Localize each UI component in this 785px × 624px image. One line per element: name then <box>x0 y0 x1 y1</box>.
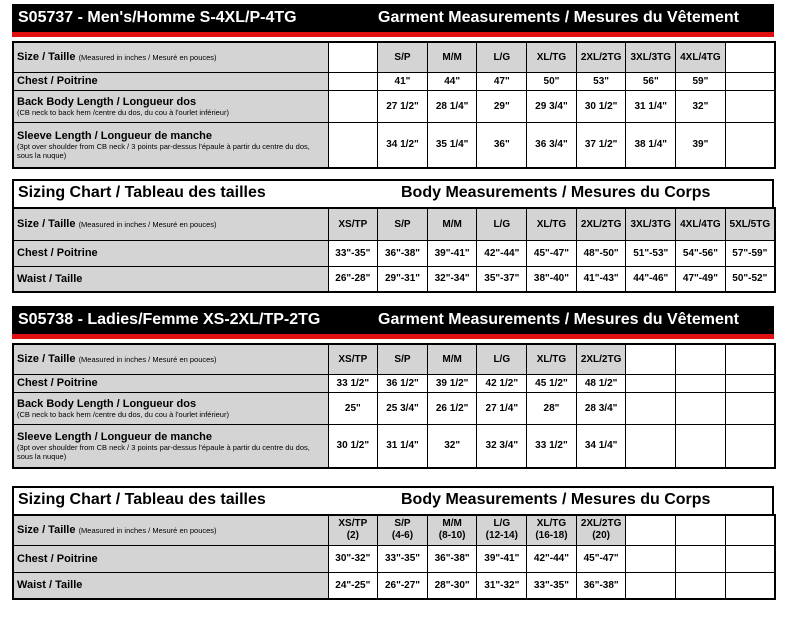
value-cell: 42 1/2" <box>477 374 527 392</box>
row-label: Chest / Poitrine <box>17 75 98 87</box>
size-cell: L/G <box>477 344 527 374</box>
size-code: M/M <box>442 518 462 530</box>
value-cell: 30 1/2" <box>328 424 378 468</box>
size-label-cell <box>13 344 328 374</box>
value-cell <box>725 424 775 468</box>
value-cell <box>626 545 676 572</box>
value-cell <box>626 572 676 599</box>
value-cell <box>725 72 775 90</box>
value-cell <box>725 392 775 424</box>
row-label-cell <box>13 424 328 468</box>
row-label: Back Body Length / Longueur dos <box>17 397 197 410</box>
size-cell <box>328 42 378 72</box>
back-length-row <box>13 392 775 424</box>
men-garment-measurements-title: Garment Measurements / Mesures du Vêtement <box>378 9 740 26</box>
value-cell: 29"-31" <box>378 266 428 292</box>
value-cell: 32"-34" <box>427 266 477 292</box>
numeric-size: (12-14) <box>485 530 518 542</box>
value-cell: 34 1/4" <box>576 424 626 468</box>
value-cell <box>626 424 676 468</box>
value-cell: 33 1/2" <box>328 374 378 392</box>
size-note: (Measured in inches / Mesuré en pouces) <box>78 526 217 536</box>
numeric-size: (8-10) <box>438 530 466 542</box>
value-cell: 24"-25" <box>328 572 378 599</box>
size-cell: XS/TP <box>328 208 378 240</box>
size-cell: 2XL/2TG <box>576 42 626 72</box>
value-cell <box>676 545 726 572</box>
value-cell: 35 1/4" <box>427 122 477 168</box>
size-cell <box>725 344 775 374</box>
value-cell: 45"-47" <box>576 545 626 572</box>
ladies-body-table <box>12 514 776 600</box>
numeric-size: (20) <box>592 530 610 542</box>
sleeve-length-row <box>13 122 775 168</box>
row-label: Chest / Poitrine <box>17 377 98 389</box>
value-cell: 45"-47" <box>527 240 577 266</box>
numeric-size: (2) <box>346 530 359 542</box>
size-label: Size / Taille <box>17 353 76 366</box>
value-cell: 26"-28" <box>328 266 378 292</box>
value-cell <box>626 392 676 424</box>
size-cell: M/M <box>427 344 477 374</box>
chest-row <box>13 374 775 392</box>
value-cell: 32" <box>427 424 477 468</box>
ladies-body-header <box>12 486 774 516</box>
value-cell: 34 1/2" <box>378 122 428 168</box>
value-cell: 48 1/2" <box>576 374 626 392</box>
value-cell: 39"-41" <box>427 240 477 266</box>
value-cell: 56" <box>626 72 676 90</box>
size-cell: 4XL/4TG <box>676 208 726 240</box>
value-cell: 27 1/4" <box>477 392 527 424</box>
row-label-cell <box>13 72 328 90</box>
value-cell: 32 3/4" <box>477 424 527 468</box>
waist-row <box>13 572 775 599</box>
size-header-row <box>13 344 775 374</box>
row-label: Waist / Taille <box>13 572 328 599</box>
value-cell <box>725 122 775 168</box>
value-cell <box>328 90 378 122</box>
size-cell: S/P <box>378 344 428 374</box>
waist-row <box>13 266 775 292</box>
value-cell: 29" <box>477 90 527 122</box>
value-cell: 51"-53" <box>626 240 676 266</box>
size-cell: M/M <box>427 42 477 72</box>
size-cell: L/G <box>477 42 527 72</box>
size-header-row <box>13 515 775 545</box>
value-cell <box>676 392 726 424</box>
ladies-style-title: S05738 - Ladies/Femme XS-2XL/TP-2TG <box>18 311 321 328</box>
value-cell: 28 1/4" <box>427 90 477 122</box>
value-cell: 36 3/4" <box>527 122 577 168</box>
value-cell: 36"-38" <box>576 572 626 599</box>
men-body-table <box>12 207 776 293</box>
men-garment-header <box>12 4 774 37</box>
value-cell <box>725 90 775 122</box>
size-cell <box>378 515 428 545</box>
size-cell: XL/TG <box>527 208 577 240</box>
value-cell: 53" <box>576 72 626 90</box>
value-cell: 50" <box>527 72 577 90</box>
size-cell: XL/TG <box>527 344 577 374</box>
size-cell: L/G <box>477 208 527 240</box>
row-label: Back Body Length / Longueur dos <box>17 95 197 108</box>
size-cell <box>427 515 477 545</box>
value-cell: 30"-32" <box>328 545 378 572</box>
value-cell: 28 3/4" <box>576 392 626 424</box>
size-cell <box>626 515 676 545</box>
size-cell <box>328 515 378 545</box>
row-label-cell <box>13 392 328 424</box>
men-garment-table <box>12 41 776 169</box>
value-cell: 59" <box>676 72 726 90</box>
value-cell: 39 1/2" <box>427 374 477 392</box>
size-code: XL/TG <box>536 518 567 530</box>
value-cell: 39"-41" <box>477 545 527 572</box>
size-cell: 2XL/2TG <box>576 344 626 374</box>
value-cell: 48"-50" <box>576 240 626 266</box>
size-cell: S/P <box>378 42 428 72</box>
value-cell: 42"-44" <box>527 545 577 572</box>
men-body-measurements-title: Body Measurements / Mesures du Corps <box>401 184 711 201</box>
value-cell: 30 1/2" <box>576 90 626 122</box>
row-label: Sleeve Length / Longueur de manche <box>17 129 212 142</box>
row-label-cell <box>13 374 328 392</box>
size-cell <box>477 515 527 545</box>
value-cell: 29 3/4" <box>527 90 577 122</box>
value-cell <box>328 72 378 90</box>
back-length-row <box>13 90 775 122</box>
size-label: Size / Taille <box>17 524 76 537</box>
value-cell: 31 1/4" <box>626 90 676 122</box>
ladies-garment-section <box>12 306 774 469</box>
size-header-row <box>13 208 775 240</box>
value-cell <box>626 374 676 392</box>
size-note: (Measured in inches / Mesuré en pouces) <box>78 53 217 63</box>
value-cell: 38"-40" <box>527 266 577 292</box>
men-sizing-chart-title: Sizing Chart / Tableau des tailles <box>18 184 266 201</box>
ladies-garment-table <box>12 343 776 469</box>
size-label-cell <box>13 208 328 240</box>
value-cell: 36 1/2" <box>378 374 428 392</box>
value-cell: 33"-35" <box>328 240 378 266</box>
value-cell <box>725 545 775 572</box>
value-cell <box>725 374 775 392</box>
value-cell <box>676 424 726 468</box>
row-label: Sleeve Length / Longueur de manche <box>17 430 212 443</box>
value-cell: 26 1/2" <box>427 392 477 424</box>
size-cell <box>676 515 726 545</box>
size-cell: XS/TP <box>328 344 378 374</box>
value-cell <box>676 374 726 392</box>
value-cell: 28"-30" <box>427 572 477 599</box>
size-cell: M/M <box>427 208 477 240</box>
row-note: (CB neck to back hem /centre du dos, du cou à l'ourlet inférieur) <box>17 107 229 117</box>
value-cell: 50"-52" <box>725 266 775 292</box>
value-cell: 54"-56" <box>676 240 726 266</box>
value-cell: 39" <box>676 122 726 168</box>
value-cell: 44"-46" <box>626 266 676 292</box>
size-cell <box>725 42 775 72</box>
size-label-cell <box>13 42 328 72</box>
value-cell: 47" <box>477 72 527 90</box>
ladies-garment-measurements-title: Garment Measurements / Mesures du Vêtement <box>378 311 740 328</box>
size-cell: 5XL/5TG <box>725 208 775 240</box>
value-cell: 25 3/4" <box>378 392 428 424</box>
men-body-section <box>12 179 774 293</box>
chest-row <box>13 545 775 572</box>
row-label: Waist / Taille <box>13 266 328 292</box>
value-cell: 28" <box>527 392 577 424</box>
value-cell: 26"-27" <box>378 572 428 599</box>
ladies-garment-header <box>12 306 774 339</box>
size-header-row <box>13 42 775 72</box>
value-cell: 44" <box>427 72 477 90</box>
value-cell: 36"-38" <box>427 545 477 572</box>
size-cell <box>626 344 676 374</box>
size-label-cell <box>13 515 328 545</box>
ladies-body-measurements-title: Body Measurements / Mesures du Corps <box>401 491 711 508</box>
value-cell: 36"-38" <box>378 240 428 266</box>
size-cell <box>527 515 577 545</box>
value-cell <box>328 122 378 168</box>
chest-row <box>13 72 775 90</box>
size-cell: 3XL/3TG <box>626 42 676 72</box>
ladies-body-section <box>12 486 774 600</box>
value-cell: 41"-43" <box>576 266 626 292</box>
men-body-header <box>12 179 774 209</box>
value-cell: 31 1/4" <box>378 424 428 468</box>
size-cell: 2XL/2TG <box>576 208 626 240</box>
size-cell: S/P <box>378 208 428 240</box>
size-cell: 3XL/3TG <box>626 208 676 240</box>
value-cell: 25" <box>328 392 378 424</box>
chest-row <box>13 240 775 266</box>
size-cell <box>576 515 626 545</box>
size-code: S/P <box>394 518 411 530</box>
size-cell <box>725 515 775 545</box>
size-note: (Measured in inches / Mesuré en pouces) <box>78 220 217 230</box>
ladies-sizing-chart-title: Sizing Chart / Tableau des tailles <box>18 491 266 508</box>
value-cell <box>725 572 775 599</box>
value-cell: 42"-44" <box>477 240 527 266</box>
size-cell: 4XL/4TG <box>676 42 726 72</box>
size-code: 2XL/2TG <box>580 518 622 530</box>
value-cell: 33"-35" <box>527 572 577 599</box>
value-cell: 57"-59" <box>725 240 775 266</box>
value-cell: 37 1/2" <box>576 122 626 168</box>
row-note: (CB neck to back hem /centre du dos, du cou à l'ourlet inférieur) <box>17 409 229 419</box>
size-label: Size / Taille <box>17 51 76 64</box>
value-cell: 27 1/2" <box>378 90 428 122</box>
men-garment-section <box>12 4 774 169</box>
size-note: (Measured in inches / Mesuré en pouces) <box>78 355 217 365</box>
size-cell: XL/TG <box>527 42 577 72</box>
value-cell <box>676 572 726 599</box>
row-note: (3pt over shoulder from CB neck / 3 points par-dessus l'épaule à partir du centre du dos, sous la nuque) <box>17 141 310 160</box>
value-cell: 33 1/2" <box>527 424 577 468</box>
value-cell: 38 1/4" <box>626 122 676 168</box>
row-label: Chest / Poitrine <box>13 545 328 572</box>
size-cell <box>676 344 726 374</box>
numeric-size: (16-18) <box>535 530 568 542</box>
sleeve-length-row <box>13 424 775 468</box>
size-code: L/G <box>493 518 511 530</box>
value-cell: 31"-32" <box>477 572 527 599</box>
value-cell: 41" <box>378 72 428 90</box>
value-cell: 45 1/2" <box>527 374 577 392</box>
value-cell: 32" <box>676 90 726 122</box>
row-label-cell <box>13 90 328 122</box>
row-label-cell <box>13 122 328 168</box>
value-cell: 35"-37" <box>477 266 527 292</box>
value-cell: 47"-49" <box>676 266 726 292</box>
value-cell: 33"-35" <box>378 545 428 572</box>
men-style-title: S05737 - Men's/Homme S-4XL/P-4TG <box>18 9 297 26</box>
row-label: Chest / Poitrine <box>13 240 328 266</box>
value-cell: 36" <box>477 122 527 168</box>
size-label: Size / Taille <box>17 218 76 231</box>
size-code: XS/TP <box>338 518 368 530</box>
row-note: (3pt over shoulder from CB neck / 3 points par-dessus l'épaule à partir du centre du dos, sous la nuque) <box>17 442 310 461</box>
numeric-size: (4-6) <box>391 530 414 542</box>
